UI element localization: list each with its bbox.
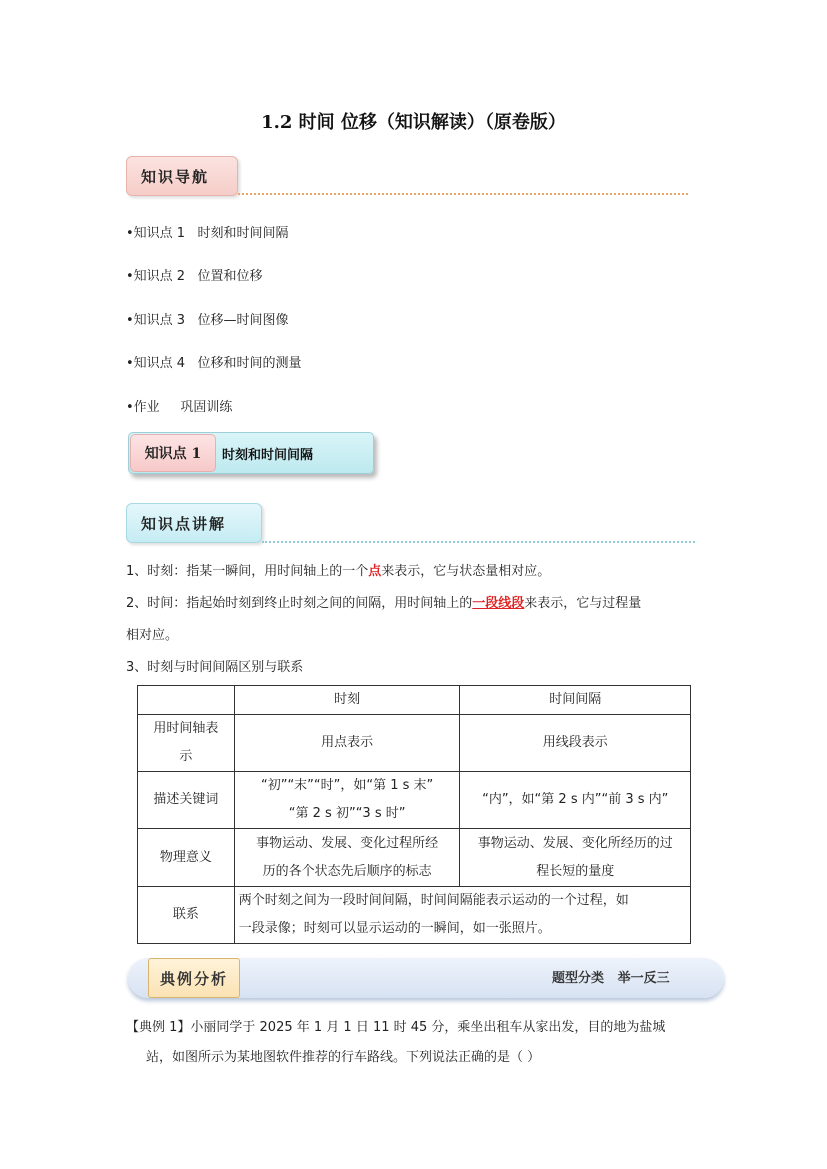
example-bar-subtitle: 题型分类 举一反三 — [552, 971, 670, 986]
toc-item-2[interactable]: •知识点 2 位置和位移 — [126, 269, 263, 284]
paragraph-interval-line2: 相对应。 — [126, 628, 179, 643]
knowledge-point-tag: 知识点 1 — [130, 434, 216, 472]
example-analysis-tag: 典例分析 — [148, 958, 240, 998]
label-line: 示 — [179, 749, 193, 764]
example-line: 站，如图所示为某地图软件推荐的行车路线。下列说法正确的是（ ） — [146, 1050, 541, 1065]
table-cell — [234, 829, 460, 887]
table-row-label: 描述关键词 — [138, 772, 235, 829]
toc-item-homework[interactable]: •作业 巩固训练 — [126, 400, 233, 415]
table-row — [138, 772, 691, 829]
table-header-cell — [138, 686, 235, 715]
example-question — [126, 1013, 704, 1073]
cell-line: 事物运动、发展、变化所经历的过 — [477, 835, 673, 851]
p2-text: 2、时间：指起始时刻到终止时刻之间的间隔，用时间轴上的 — [126, 596, 473, 611]
table-header-cell: 时刻 — [234, 686, 460, 715]
comparison-table — [137, 685, 691, 944]
knowledge-point-label: 时刻和时间间隔 — [222, 448, 314, 463]
p2-text-end: 来表示，它与过程量 — [524, 596, 642, 611]
table-row — [138, 715, 691, 772]
table-row-label — [138, 715, 235, 772]
cell-line: 历的各个状态先后顺序的标志 — [262, 863, 432, 879]
cell-line: 事物运动、发展、变化过程所经 — [256, 835, 439, 851]
p1-text: 1、时刻：指某一瞬间，用时间轴上的一个 — [126, 564, 369, 579]
p1-text-end: 来表示，它与状态量相对应。 — [381, 564, 551, 579]
paragraph-moment — [126, 556, 550, 588]
table-cell: “内”，如“第 2 s 内”“前 3 s 内” — [460, 772, 691, 829]
knowledge-nav-banner: 知识导航 — [126, 156, 238, 196]
page-title: 1.2 时间 位移（知识解读）（原卷版） — [261, 112, 566, 133]
table-header-row — [138, 686, 691, 715]
cell-line: 一段录像；时刻可以显示运动的一瞬间，如一张照片。 — [238, 921, 551, 936]
table-row-label: 物理意义 — [138, 829, 235, 887]
table-row — [138, 829, 691, 887]
toc-item-1[interactable]: •知识点 1 时刻和时间间隔 — [126, 226, 289, 241]
cell-line: “初”“末”“时”，如“第 1 s 末” — [260, 778, 434, 793]
toc-item-4[interactable]: •知识点 4 位移和时间的测量 — [126, 356, 302, 371]
cell-line: 程长短的量度 — [536, 863, 615, 879]
table-cell: 用线段表示 — [460, 715, 691, 772]
table-row — [138, 887, 691, 944]
table-row-label: 联系 — [138, 887, 235, 944]
explanation-banner: 知识点讲解 — [126, 503, 262, 543]
nav-divider — [238, 193, 688, 195]
paragraph-interval — [126, 588, 641, 620]
toc-item-3[interactable]: •知识点 3 位移—时间图像 — [126, 313, 289, 328]
p2-highlight: 一段线段 — [472, 596, 525, 611]
example-line: 【典例 1】小丽同学于 2025 年 1 月 1 日 11 时 45 分，乘坐出租车从家出发，目的地为盐城 — [126, 1020, 666, 1035]
table-header-cell: 时间间隔 — [460, 686, 691, 715]
table-cell — [234, 772, 460, 829]
table-cell — [234, 887, 690, 944]
table-cell: 用点表示 — [234, 715, 460, 772]
p1-highlight: 点 — [368, 564, 382, 579]
paragraph-comparison: 3、时刻与时间间隔区别与联系 — [126, 660, 304, 675]
table-cell — [460, 829, 691, 887]
label-line: 用时间轴表 — [153, 721, 219, 736]
cell-line: 两个时刻之间为一段时间间隔，时间间隔能表示运动的一个过程，如 — [238, 893, 629, 908]
cell-line: “第 2 s 初”“3 s 时” — [288, 806, 406, 821]
explanation-divider — [262, 541, 695, 543]
